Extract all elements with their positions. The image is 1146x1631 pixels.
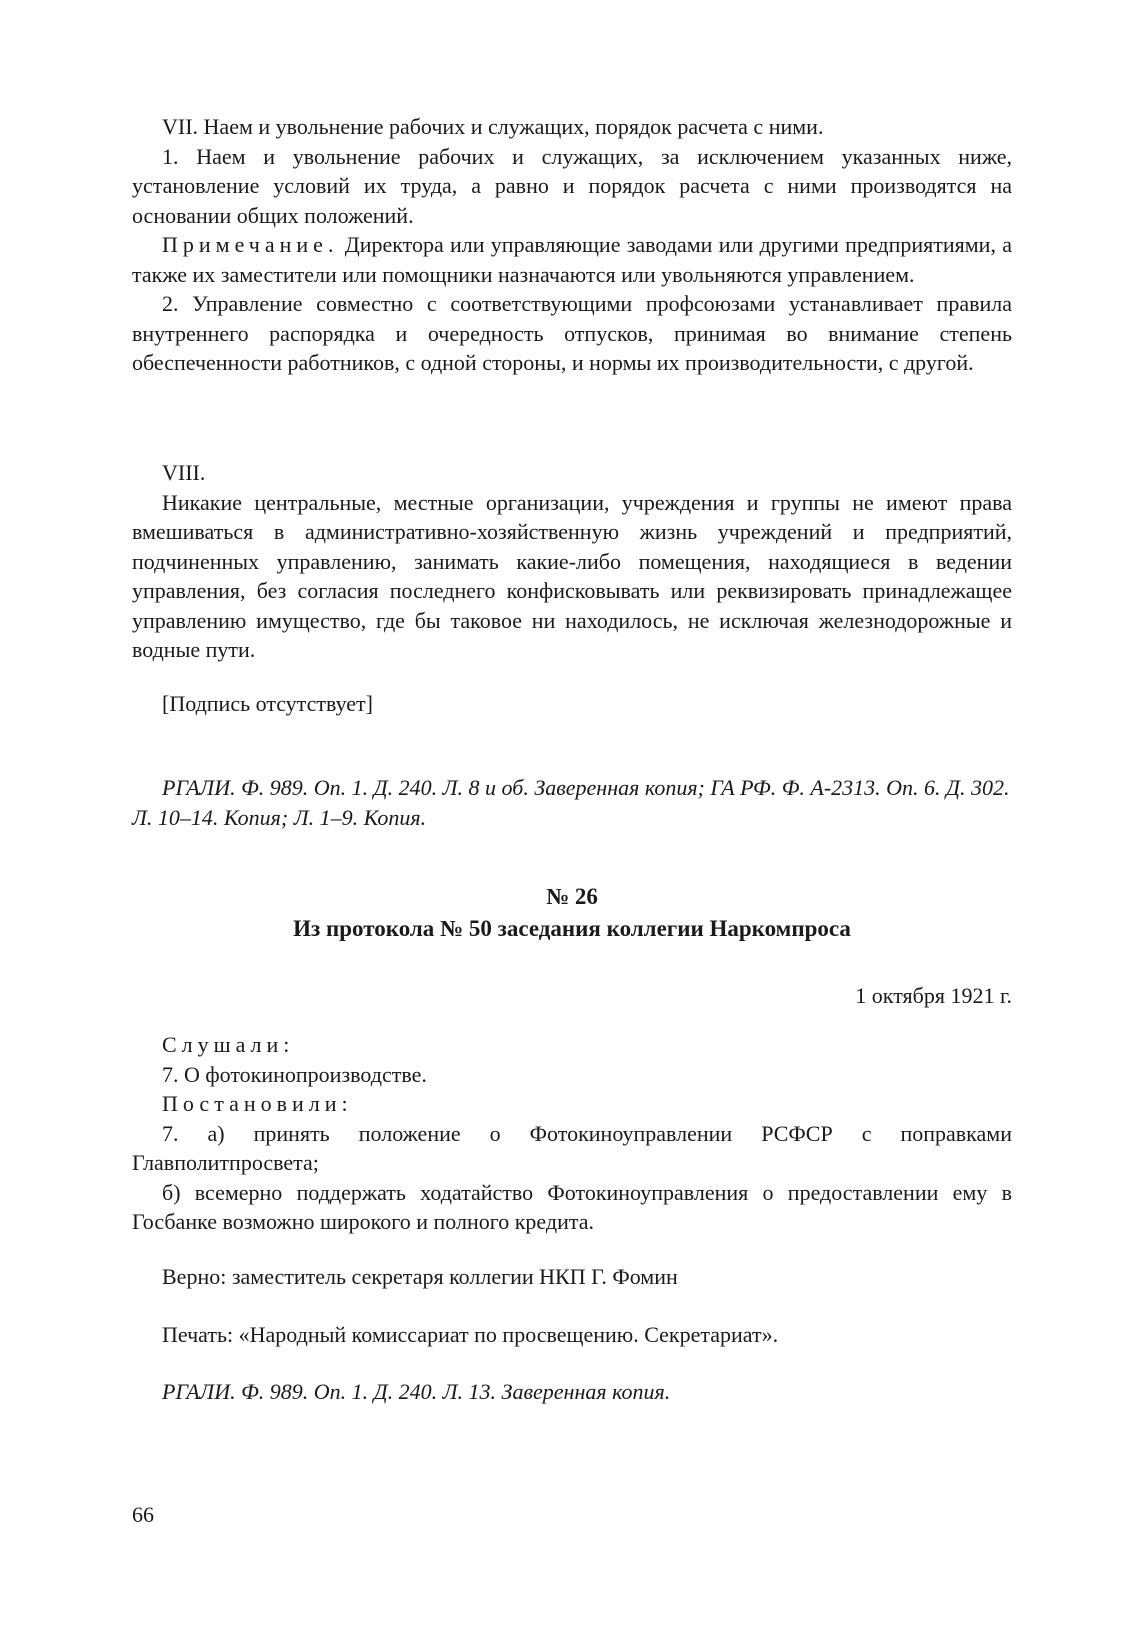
section-vii-title: VII. Наем и увольнение рабочих и служащих, порядок расчета с ними. <box>162 114 824 139</box>
document-number: № 26 <box>546 884 598 909</box>
seal-text: Печать: «Народный комиссариат по просвещению. Секретариат». <box>162 1322 779 1347</box>
document-date: 1 октября 1921 г. <box>855 983 1012 1008</box>
page-number: 66 <box>132 1502 154 1527</box>
heard-item: 7. О фотокинопроизводстве. <box>162 1061 427 1087</box>
signature-note: [Подпись отсутствует] <box>162 691 373 716</box>
certification <box>132 1262 1012 1292</box>
section-viii <box>132 458 1012 665</box>
archive-reference-1 <box>132 773 1012 832</box>
section-vii-paragraph-2: 2. Управление совместно с соответствующими профсоюзами устанавливает правила внутреннего распорядка и очередность отпусков, принимая во внимание степень обеспеченности работников, с одной стороны, и нормы их производительности, с другой. <box>132 291 1012 375</box>
archive-reference-2 <box>132 1377 1012 1407</box>
archive-ref-1-text: РГАЛИ. Ф. 989. Оп. 1. Д. 240. Л. 8 и об. Заверенная копия; ГА РФ. Ф. А-2313. Оп. 6. Д. 302. Л. 10–14. Копия; Л. 1–9. Копия. <box>132 775 1010 830</box>
note-label: Примечание. <box>162 232 339 257</box>
archive-ref-2-text: РГАЛИ. Ф. 989. Оп. 1. Д. 240. Л. 13. Заверенная копия. <box>162 1379 671 1404</box>
section-vii-paragraph-1: 1. Наем и увольнение рабочих и служащих, за исключением указанных ниже, установление условий их труда, а равно и порядок расчета с ними производятся на основании общих положений. <box>132 143 1012 228</box>
protocol-body <box>132 1030 1012 1237</box>
section-vii <box>132 112 1012 378</box>
heard-label: Слушали: <box>162 1032 295 1057</box>
document-title: Из протокола № 50 заседания коллегии Наркомпроса <box>293 916 851 941</box>
note-text: Директора или управляющие заводами или другими предприятиями, а также их заместители или помощники назначаются или увольняются управлением. <box>132 232 1012 287</box>
certified-by: Верно: заместитель секретаря коллегии НКП Г. Фомин <box>162 1264 678 1289</box>
section-vii-note <box>132 230 1012 289</box>
section-viii-paragraph-1: Никакие центральные, местные организации, учреждения и группы не имеют права вмешиваться в административно-хозяйственную жизнь учреждений и предприятий, подчиненных управлению, занимать какие-либо помещения, находящиеся в ведении управления, без согласия последнего конфисковывать или реквизировать принадлежащее управлению имущество, где бы таковое ни находилось, не исключая железнодорожные и водные пути. <box>132 489 1012 662</box>
resolved-item-a: 7. а) принять положение о Фотокиноуправлении РСФСР с поправками Главполитпросвета; <box>132 1120 1012 1175</box>
signature-block <box>132 689 1012 719</box>
section-viii-title: VIII. <box>162 460 206 485</box>
resolved-label: Постановили: <box>162 1091 353 1116</box>
resolved-item-b: б) всемерно поддержать ходатайство Фотокиноуправления о предоставлении ему в Госбанке возможно широкого и полного кредита. <box>132 1179 1012 1234</box>
seal-block <box>132 1320 1012 1350</box>
